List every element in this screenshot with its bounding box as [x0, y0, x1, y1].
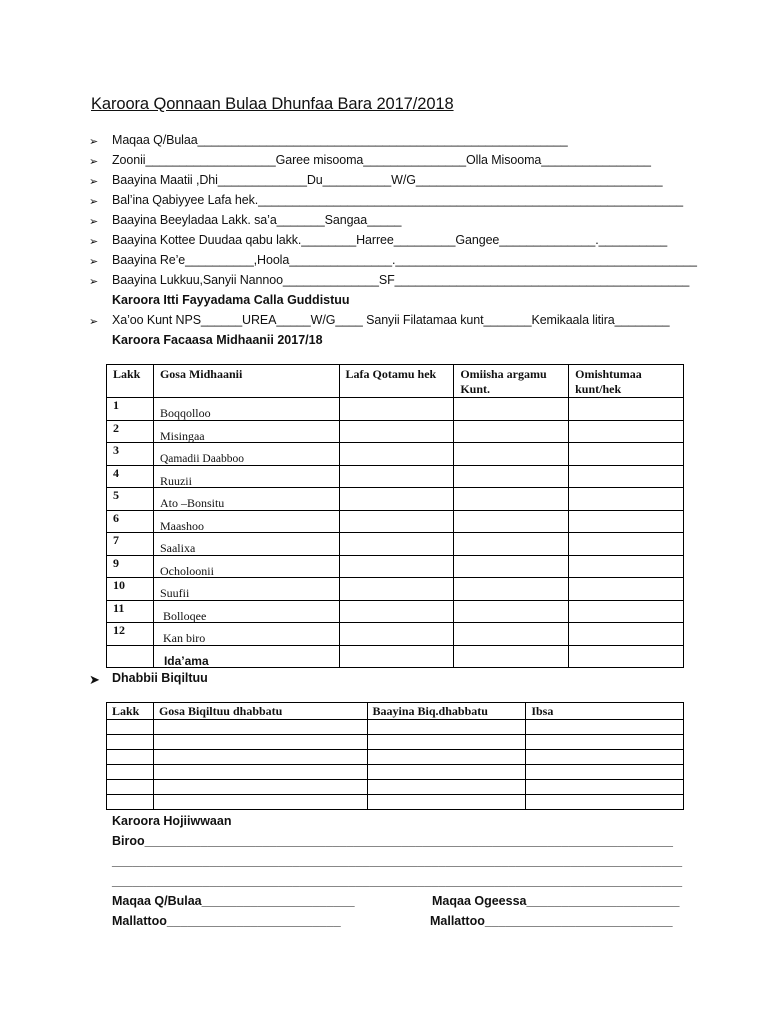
cell-input[interactable] — [454, 465, 569, 488]
section-facaasa: Karoora Facaasa Midhaanii 2017/18 — [112, 333, 323, 347]
arrow-bullet-icon: ➢ — [89, 136, 99, 148]
cell-input[interactable] — [367, 750, 526, 765]
seedling-table — [106, 702, 684, 810]
cell-input[interactable] — [339, 533, 454, 556]
cell-input[interactable] — [569, 555, 684, 578]
cell-input[interactable] — [569, 533, 684, 556]
col-header: Omishtumaa kunt/hek — [569, 365, 684, 398]
col-header: Lafa Qotamu hek — [339, 365, 454, 398]
field-zoonii: Zoonii___________________Garee misooma_______________Olla Misooma________________ — [112, 153, 651, 167]
crop-name: Misingaa — [153, 420, 339, 443]
cell-input[interactable] — [153, 720, 367, 735]
field-kottee: Baayina Kottee Duudaa qabu lakk.________Harree_________Gangee______________.__________ — [112, 233, 668, 247]
crop-name: Boqqolloo — [153, 398, 339, 421]
table-row — [107, 510, 684, 533]
cell-input[interactable] — [526, 780, 684, 795]
cell-input[interactable] — [569, 465, 684, 488]
cell-input[interactable] — [339, 623, 454, 646]
field-maqaa-qbulaa: Maqaa Q/Bulaa______________________ — [112, 894, 355, 908]
cell-input[interactable] — [569, 600, 684, 623]
field-maqaa-ogeessa: Maqaa Ogeessa______________________ — [432, 894, 680, 908]
row-number: 7 — [107, 533, 154, 556]
cell-input[interactable] — [339, 510, 454, 533]
cell-input[interactable] — [526, 720, 684, 735]
cell-input[interactable] — [454, 555, 569, 578]
table-row — [107, 533, 684, 556]
arrow-bullet-icon: ➢ — [89, 236, 99, 248]
cell-input[interactable] — [153, 795, 367, 810]
arrow-bullet-icon: ➢ — [89, 216, 99, 228]
row-number: 11 — [107, 600, 154, 623]
table-row — [107, 488, 684, 511]
cell-input[interactable] — [454, 533, 569, 556]
cell-input[interactable] — [569, 578, 684, 601]
total-label: Ida’ama — [153, 645, 339, 668]
cell-input[interactable] — [569, 420, 684, 443]
col-header: Gosa Biqiltuu dhabbatu — [153, 703, 367, 720]
cell-input[interactable] — [454, 488, 569, 511]
section-dhabbii: Dhabbii Biqiltuu — [112, 671, 208, 685]
crop-name: Ocholoonii — [153, 555, 339, 578]
field-beeyladaa: Baayina Beeyladaa Lakk. sa’a_______Sangaa_____ — [112, 213, 402, 227]
table-row — [107, 600, 684, 623]
cell-input[interactable] — [569, 488, 684, 511]
crop-name: Bolloqee — [153, 600, 339, 623]
cell-input[interactable] — [339, 645, 454, 668]
crop-plan-table — [106, 364, 684, 668]
table-row — [107, 578, 684, 601]
row-number: 10 — [107, 578, 154, 601]
cell-input[interactable] — [454, 510, 569, 533]
cell-input[interactable] — [107, 780, 154, 795]
field-lukkuu: Baayina Lukkuu,Sanyii Nannoo______________SF___________________________________________ — [112, 273, 690, 287]
row-number: 1 — [107, 398, 154, 421]
col-header: Lakk — [107, 703, 154, 720]
blank-line: __________________________________________________________________________________ — [112, 854, 683, 868]
crop-name: Ruuzii — [153, 465, 339, 488]
cell-input[interactable] — [339, 600, 454, 623]
table-row — [107, 623, 684, 646]
col-header: Ibsa — [526, 703, 684, 720]
table-row — [107, 720, 684, 735]
field-mallattoo-ogeessa: Mallattoo___________________________ — [430, 914, 673, 928]
cell-input[interactable] — [569, 443, 684, 466]
cell-input[interactable] — [339, 420, 454, 443]
table-header-row — [107, 365, 684, 398]
row-number: 2 — [107, 420, 154, 443]
crop-name: Ato –Bonsitu — [153, 488, 339, 511]
cell-input[interactable] — [526, 750, 684, 765]
cell-input[interactable] — [454, 600, 569, 623]
table-total-row — [107, 645, 684, 668]
cell-input[interactable] — [454, 398, 569, 421]
field-qabiyyee: Bal’ina Qabiyyee Lafa hek.______________________________________________________________ — [112, 193, 683, 207]
table-row — [107, 398, 684, 421]
arrow-bullet-icon: ➢ — [89, 316, 99, 328]
table-row — [107, 443, 684, 466]
arrow-bullet-icon: ➢ — [89, 276, 99, 288]
row-number: 3 — [107, 443, 154, 466]
cell-input[interactable] — [367, 765, 526, 780]
cell-input[interactable] — [367, 720, 526, 735]
cell-input[interactable] — [339, 488, 454, 511]
cell-input[interactable] — [367, 735, 526, 750]
section-hojiiwwaan: Karoora Hojiiwwaan — [112, 814, 232, 828]
table-header-row — [107, 703, 684, 720]
cell-input[interactable] — [107, 735, 154, 750]
cell-input[interactable] — [367, 795, 526, 810]
table-row — [107, 735, 684, 750]
table-row — [107, 465, 684, 488]
crop-name: Maashoo — [153, 510, 339, 533]
cell-input[interactable] — [339, 443, 454, 466]
blank-line: __________________________________________________________________________________ — [112, 874, 683, 888]
row-number: 5 — [107, 488, 154, 511]
cell-input[interactable] — [153, 765, 367, 780]
arrow-bullet-icon: ➢ — [89, 256, 99, 268]
field-ree: Baayina Re’e__________,Hoola_______________.____________________________________________ — [112, 253, 697, 267]
cell-input[interactable] — [454, 623, 569, 646]
cell-input[interactable] — [339, 555, 454, 578]
table-row — [107, 795, 684, 810]
field-maatii: Baayina Maatii ,Dhi_____________Du__________W/G____________________________________ — [112, 173, 663, 187]
document-title: Karoora Qonnaan Bulaa Dhunfaa Bara 2017/2018 — [91, 95, 454, 113]
cell-input[interactable] — [107, 750, 154, 765]
arrow-bullet-icon: ➢ — [89, 156, 99, 168]
cell-input[interactable] — [153, 750, 367, 765]
table-row — [107, 765, 684, 780]
field-mallattoo-qbulaa: Mallattoo_________________________ — [112, 914, 341, 928]
cell-input[interactable] — [569, 645, 684, 668]
cell-input[interactable] — [454, 420, 569, 443]
cell-input[interactable] — [569, 510, 684, 533]
cell-input[interactable] — [526, 765, 684, 780]
cell-input[interactable] — [339, 578, 454, 601]
cell-input[interactable] — [107, 720, 154, 735]
table-row — [107, 555, 684, 578]
cell-input[interactable] — [153, 780, 367, 795]
col-header: Omiisha argamu Kunt. — [454, 365, 569, 398]
crop-name: Suufii — [153, 578, 339, 601]
col-header: Gosa Midhaanii — [153, 365, 339, 398]
cell-input[interactable] — [339, 465, 454, 488]
crop-name: Qamadii Daabboo — [153, 443, 339, 466]
cell-input[interactable] — [454, 578, 569, 601]
cell-input[interactable] — [454, 645, 569, 668]
arrow-bullet-icon: ➢ — [89, 176, 99, 188]
cell-input[interactable] — [339, 398, 454, 421]
cell-input[interactable] — [107, 795, 154, 810]
cell-input[interactable] — [569, 398, 684, 421]
field-maqaa: Maqaa Q/Bulaa______________________________________________________ — [112, 133, 568, 147]
table-row — [107, 420, 684, 443]
col-header: Lakk — [107, 365, 154, 398]
table-row — [107, 750, 684, 765]
cell-input[interactable] — [569, 623, 684, 646]
field-biroo: Biroo____________________________________________________________________________ — [112, 834, 673, 848]
cell-input[interactable] — [107, 765, 154, 780]
cell-input[interactable] — [526, 795, 684, 810]
crop-name: Kan biro — [153, 623, 339, 646]
row-number: 4 — [107, 465, 154, 488]
section-fayyadama: Karoora Itti Fayyadama Calla Guddistuu — [112, 293, 350, 307]
arrow-bullet-icon: ➢ — [89, 196, 99, 208]
row-number-empty — [107, 645, 154, 668]
arrow-bullet-icon: ➤ — [89, 672, 100, 687]
field-xaoo: Xa’oo Kunt NPS______UREA_____W/G____ Sanyii Filatamaa kunt_______Kemikaala litira________ — [112, 313, 670, 327]
table-row — [107, 780, 684, 795]
row-number: 12 — [107, 623, 154, 646]
crop-name: Saalixa — [153, 533, 339, 556]
cell-input[interactable] — [153, 735, 367, 750]
row-number: 9 — [107, 555, 154, 578]
row-number: 6 — [107, 510, 154, 533]
cell-input[interactable] — [526, 735, 684, 750]
col-header: Baayina Biq.dhabbatu — [367, 703, 526, 720]
cell-input[interactable] — [454, 443, 569, 466]
cell-input[interactable] — [367, 780, 526, 795]
